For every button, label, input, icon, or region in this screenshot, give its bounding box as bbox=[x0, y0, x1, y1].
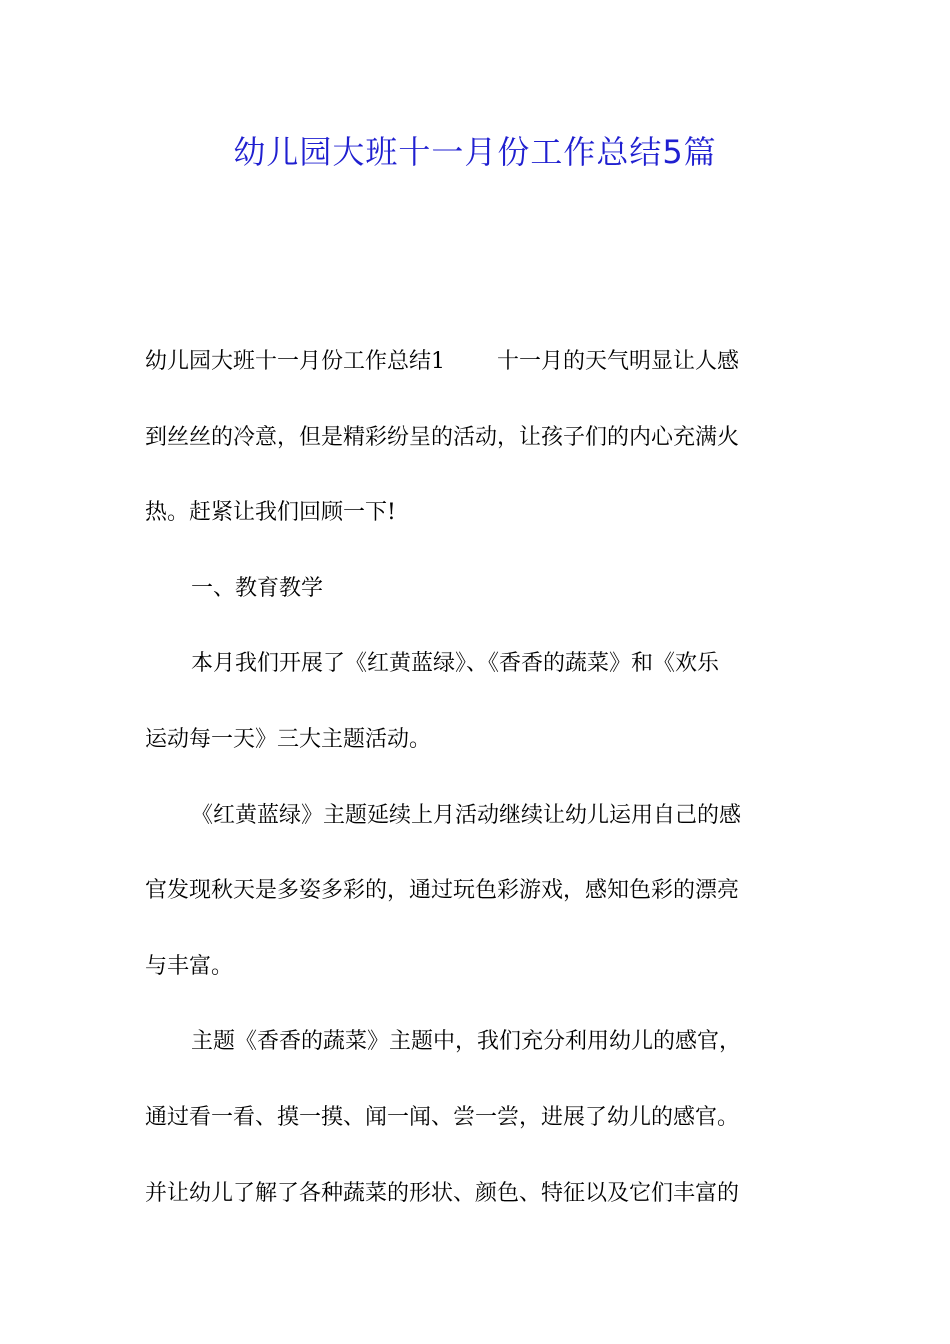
body-line-7: 《红黄蓝绿》主题延续上月活动继续让幼儿运用自己的感 bbox=[191, 802, 742, 828]
body-line-6: 运动每一天》三大主题活动。 bbox=[145, 726, 432, 752]
section-heading: 一、教育教学 bbox=[191, 575, 324, 601]
section-heading-inline: 幼儿园大班十一月份工作总结1 bbox=[145, 349, 445, 374]
paragraph-start: 十一月的天气明显让人感 bbox=[497, 349, 740, 374]
body-line-10: 主题《香香的蔬菜》主题中，我们充分利用幼儿的感官， bbox=[191, 1029, 742, 1055]
document-title: 幼儿园大班十一月份工作总结5篇 bbox=[233, 133, 717, 171]
body-line-12: 并让幼儿了解了各种蔬菜的形状、颜色、特征以及它们丰富的 bbox=[145, 1180, 740, 1206]
body-line-1 bbox=[145, 324, 807, 400]
body-line-9: 与丰富。 bbox=[145, 953, 234, 979]
document-body bbox=[145, 324, 807, 1231]
body-line-8: 官发现秋天是多姿多彩的，通过玩色彩游戏，感知色彩的漂亮 bbox=[145, 878, 740, 904]
body-line-2: 到丝丝的冷意，但是精彩纷呈的活动，让孩子们的内心充满火 bbox=[145, 424, 740, 450]
body-line-3: 热。赶紧让我们回顾一下! bbox=[145, 500, 396, 526]
body-line-5: 本月我们开展了《红黄蓝绿》、《香香的蔬菜》和《欢乐 bbox=[191, 651, 720, 677]
body-line-11: 通过看一看、摸一摸、闻一闻、尝一尝，进展了幼儿的感官。 bbox=[145, 1104, 740, 1130]
